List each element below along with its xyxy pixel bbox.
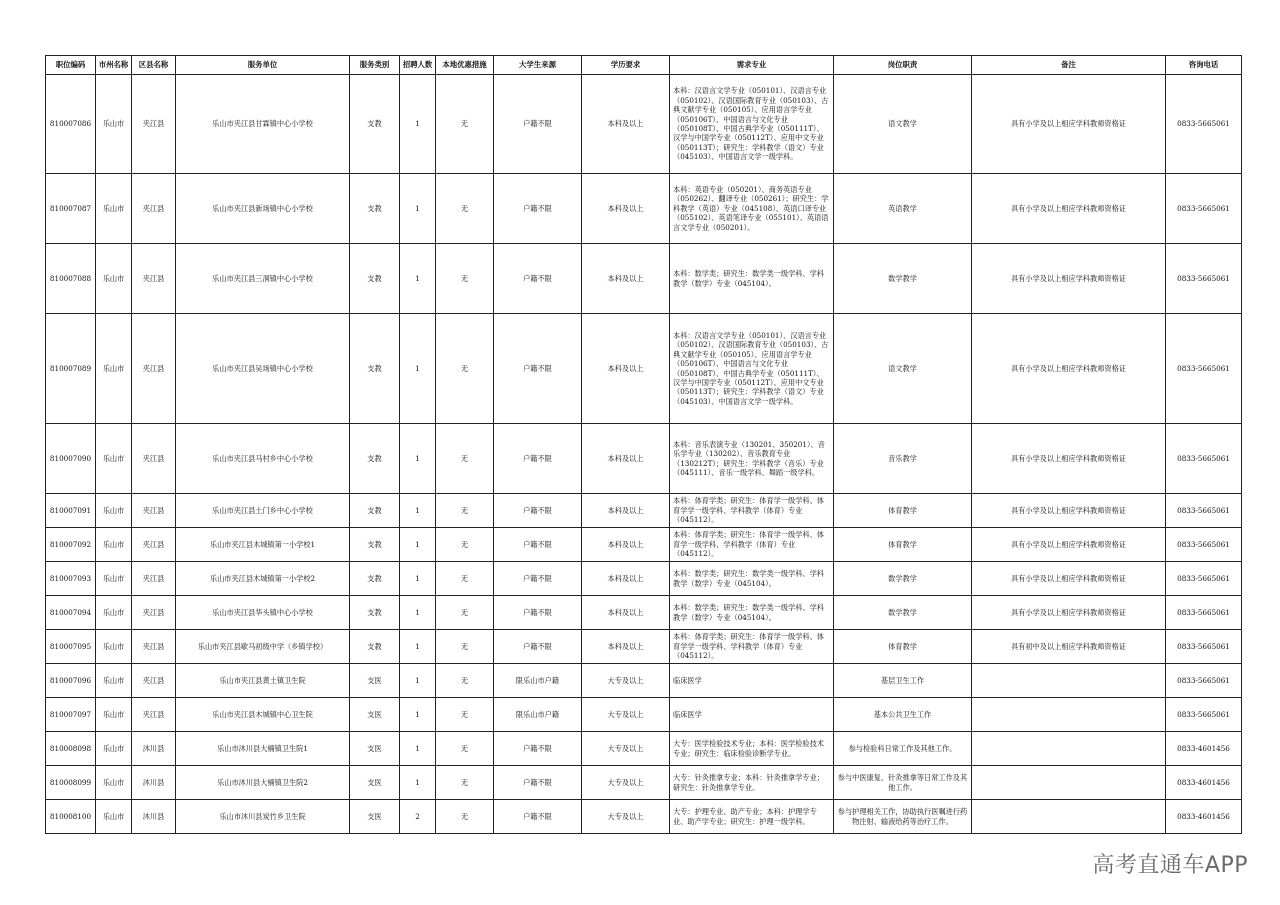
remark-cell	[972, 698, 1166, 732]
contact-phone-cell: 0833-5665061	[1166, 314, 1242, 424]
table-row	[46, 562, 1242, 596]
local-benefit-cell: 无	[436, 494, 494, 528]
required-major-cell: 本科：体育学类；研究生：体育学一级学科、体育学学一级学科、学科教学（体育）专业（045112）。	[670, 494, 834, 528]
county-name-cell: 夹江县	[132, 75, 176, 174]
table-row	[46, 630, 1242, 664]
hire-count-cell: 1	[400, 698, 436, 732]
position-code-cell: 810007095	[46, 630, 96, 664]
contact-phone-cell: 0833-5665061	[1166, 664, 1242, 698]
service-unit-cell: 乐山市夹江县歇马初级中学（乡镇学校）	[176, 630, 350, 664]
county-name-cell: 夹江县	[132, 528, 176, 562]
hire-count-cell: 1	[400, 494, 436, 528]
job-duty-cell: 参与护理相关工作，协助执行医嘱进行药物注射、输液给药等治疗工作。	[834, 800, 972, 834]
required-major-cell: 临床医学	[670, 664, 834, 698]
job-duty-cell: 数学教学	[834, 244, 972, 314]
city-name-cell: 乐山市	[96, 424, 132, 494]
remark-cell: 具有小学及以上相应学科教师资格证	[972, 75, 1166, 174]
county-name-cell: 沐川县	[132, 800, 176, 834]
contact-phone-cell: 0833-5665061	[1166, 528, 1242, 562]
hire-count-cell: 1	[400, 244, 436, 314]
county-name-cell: 夹江县	[132, 698, 176, 732]
city-name-cell: 乐山市	[96, 494, 132, 528]
remark-cell: 具有小学及以上相应学科教师资格证	[972, 494, 1166, 528]
service-type-cell: 支医	[350, 732, 400, 766]
city-name-cell: 乐山市	[96, 698, 132, 732]
remark-cell: 具有小学及以上相应学科教师资格证	[972, 424, 1166, 494]
required-major-cell: 本科：体育学类；研究生：体育学一级学科、体育学一级学科、学科教学（体育）专业（045112）。	[670, 528, 834, 562]
service-type-cell: 支教	[350, 596, 400, 630]
table-row	[46, 664, 1242, 698]
table-row	[46, 800, 1242, 834]
required-major-cell: 本科：音乐表演专业（130201、350201）、音乐学专业（130202）、音乐教育专业（130212T）；研究生：学科教学（音乐）专业（045111）、音乐一级学科、舞蹈一级学科。	[670, 424, 834, 494]
service-unit-cell: 乐山市夹江县新场镇中心小学校	[176, 174, 350, 244]
remark-cell	[972, 664, 1166, 698]
remark-cell: 具有小学及以上相应学科教师资格证	[972, 244, 1166, 314]
county-name-cell: 沐川县	[132, 766, 176, 800]
service-unit-cell: 乐山市夹江县吴场镇中心小学校	[176, 314, 350, 424]
student-source-cell: 户籍不限	[494, 75, 582, 174]
position-code-cell: 810007089	[46, 314, 96, 424]
local-benefit-cell: 无	[436, 664, 494, 698]
education-requirement-cell: 本科及以上	[582, 75, 670, 174]
service-unit-cell: 乐山市沐川县大楠镇卫生院1	[176, 732, 350, 766]
hire-count-cell: 1	[400, 596, 436, 630]
position-code-cell: 810008100	[46, 800, 96, 834]
hire-count-cell: 1	[400, 174, 436, 244]
student-source-cell: 户籍不限	[494, 528, 582, 562]
county-name-cell: 夹江县	[132, 424, 176, 494]
hire-count-cell: 1	[400, 732, 436, 766]
position-code-cell: 810007097	[46, 698, 96, 732]
city-name-cell: 乐山市	[96, 528, 132, 562]
county-name-cell: 夹江县	[132, 174, 176, 244]
local-benefit-cell: 无	[436, 174, 494, 244]
student-source-cell: 户籍不限	[494, 314, 582, 424]
column-header: 职位编码	[46, 56, 96, 75]
education-requirement-cell: 本科及以上	[582, 244, 670, 314]
column-header: 需求专业	[670, 56, 834, 75]
column-header: 备注	[972, 56, 1166, 75]
required-major-cell: 本科：汉语言文学专业（050101）、汉语言专业（050102）、汉语国际教育专业（050103）、古典文献学专业（050105）、应用语言学专业（050106T）、中国语言与文化专业（050108T）、中国古典学专业（050111T）、汉学与中国学专业（050112T）、应用中文专业（050113T）；研究生：学科教学（语文）专业（045103）、中国语言文学一级学科。	[670, 314, 834, 424]
hire-count-cell: 1	[400, 630, 436, 664]
county-name-cell: 沐川县	[132, 732, 176, 766]
city-name-cell: 乐山市	[96, 766, 132, 800]
remark-cell: 具有小学及以上相应学科教师资格证	[972, 314, 1166, 424]
service-unit-cell: 乐山市夹江县三洞镇中心小学校	[176, 244, 350, 314]
city-name-cell: 乐山市	[96, 664, 132, 698]
contact-phone-cell: 0833-5665061	[1166, 494, 1242, 528]
hire-count-cell: 1	[400, 314, 436, 424]
service-type-cell: 支教	[350, 244, 400, 314]
job-duty-cell: 参与中医康复、针灸推拿等日常工作及其他工作。	[834, 766, 972, 800]
city-name-cell: 乐山市	[96, 800, 132, 834]
service-unit-cell: 乐山市夹江县黄土镇卫生院	[176, 664, 350, 698]
county-name-cell: 夹江县	[132, 562, 176, 596]
column-header: 区县名称	[132, 56, 176, 75]
contact-phone-cell: 0833-5665061	[1166, 75, 1242, 174]
student-source-cell: 户籍不限	[494, 766, 582, 800]
student-source-cell: 户籍不限	[494, 732, 582, 766]
student-source-cell: 户籍不限	[494, 596, 582, 630]
required-major-cell: 大专：护理专业、助产专业；本科：护理学专业、助产学专业；研究生：护理一级学科。	[670, 800, 834, 834]
required-major-cell: 本科：数学类；研究生：数学类一级学科、学科教学（数学）专业（045104）。	[670, 596, 834, 630]
required-major-cell: 本科：数学类；研究生：数学类一级学科、学科教学（数学）专业（045104）。	[670, 562, 834, 596]
required-major-cell: 本科：体育学类；研究生：体育学一级学科、体育学学一级学科、学科教学（体育）专业（045112）。	[670, 630, 834, 664]
remark-cell: 具有小学及以上相应学科教师资格证	[972, 596, 1166, 630]
position-code-cell: 810008098	[46, 732, 96, 766]
education-requirement-cell: 本科及以上	[582, 424, 670, 494]
table-row	[46, 424, 1242, 494]
position-code-cell: 810007086	[46, 75, 96, 174]
service-unit-cell: 乐山市夹江县木城镇中心卫生院	[176, 698, 350, 732]
student-source-cell: 户籍不限	[494, 174, 582, 244]
remark-cell: 具有小学及以上相应学科教师资格证	[972, 562, 1166, 596]
remark-cell	[972, 732, 1166, 766]
table-row	[46, 528, 1242, 562]
position-code-cell: 810007087	[46, 174, 96, 244]
student-source-cell: 户籍不限	[494, 800, 582, 834]
city-name-cell: 乐山市	[96, 732, 132, 766]
table-row	[46, 244, 1242, 314]
required-major-cell: 本科：数学类；研究生：数学类一级学科、学科教学（数学）专业（045104）。	[670, 244, 834, 314]
service-unit-cell: 乐山市夹江县马村乡中心小学校	[176, 424, 350, 494]
service-unit-cell: 乐山市沐川县大楠镇卫生院2	[176, 766, 350, 800]
service-unit-cell: 乐山市夹江县甘霖镇中心小学校	[176, 75, 350, 174]
student-source-cell: 户籍不限	[494, 424, 582, 494]
student-source-cell: 限乐山市户籍	[494, 664, 582, 698]
contact-phone-cell: 0833-5665061	[1166, 596, 1242, 630]
position-code-cell: 810007090	[46, 424, 96, 494]
required-major-cell: 本科：英语专业（050201）、商务英语专业（050262）、翻译专业（050261）；研究生：学科教学（英语）专业（045108）、英语口译专业（055102）、英语笔译专业（055101）、英语语言文学专业（050201）。	[670, 174, 834, 244]
job-duty-cell: 参与检验科日常工作及其他工作。	[834, 732, 972, 766]
county-name-cell: 夹江县	[132, 244, 176, 314]
position-code-cell: 810007092	[46, 528, 96, 562]
required-major-cell: 本科：汉语言文学专业（050101）、汉语言专业（050102）、汉语国际教育专业（050103）、古典文献学专业（050105）、应用语言学专业（050106T）、中国语言与文化专业（050108T）、中国古典学专业（050111T）、汉学与中国学专业（050112T）、应用中文专业（050113T）；研究生：学科教学（语文）专业（045103）、中国语言文学一级学科。	[670, 75, 834, 174]
local-benefit-cell: 无	[436, 800, 494, 834]
education-requirement-cell: 大专及以上	[582, 766, 670, 800]
city-name-cell: 乐山市	[96, 596, 132, 630]
job-duty-cell: 体育教学	[834, 630, 972, 664]
position-code-cell: 810007091	[46, 494, 96, 528]
job-duty-cell: 语文教学	[834, 314, 972, 424]
education-requirement-cell: 本科及以上	[582, 562, 670, 596]
remark-cell: 具有小学及以上相应学科教师资格证	[972, 174, 1166, 244]
job-duty-cell: 体育教学	[834, 494, 972, 528]
education-requirement-cell: 本科及以上	[582, 596, 670, 630]
student-source-cell: 户籍不限	[494, 244, 582, 314]
service-unit-cell: 乐山市沐川县炭竹乡卫生院	[176, 800, 350, 834]
column-header: 学历要求	[582, 56, 670, 75]
contact-phone-cell: 0833-5665061	[1166, 630, 1242, 664]
remark-cell	[972, 766, 1166, 800]
required-major-cell: 临床医学	[670, 698, 834, 732]
position-code-cell: 810007093	[46, 562, 96, 596]
county-name-cell: 夹江县	[132, 494, 176, 528]
local-benefit-cell: 无	[436, 528, 494, 562]
table-row	[46, 766, 1242, 800]
local-benefit-cell: 无	[436, 732, 494, 766]
job-duty-cell: 基层卫生工作	[834, 664, 972, 698]
remark-cell: 具有小学及以上相应学科教师资格证	[972, 528, 1166, 562]
education-requirement-cell: 大专及以上	[582, 698, 670, 732]
city-name-cell: 乐山市	[96, 244, 132, 314]
local-benefit-cell: 无	[436, 244, 494, 314]
student-source-cell: 户籍不限	[494, 494, 582, 528]
county-name-cell: 夹江县	[132, 630, 176, 664]
student-source-cell: 户籍不限	[494, 630, 582, 664]
contact-phone-cell: 0833-4601456	[1166, 766, 1242, 800]
service-unit-cell: 乐山市夹江县华头镇中心小学校	[176, 596, 350, 630]
service-type-cell: 支医	[350, 698, 400, 732]
contact-phone-cell: 0833-5665061	[1166, 174, 1242, 244]
job-duty-cell: 体育教学	[834, 528, 972, 562]
column-header: 本地优惠措施	[436, 56, 494, 75]
column-header: 服务单位	[176, 56, 350, 75]
service-type-cell: 支医	[350, 664, 400, 698]
remark-cell: 具有初中及以上相应学科教师资格证	[972, 630, 1166, 664]
service-type-cell: 支教	[350, 424, 400, 494]
hire-count-cell: 1	[400, 562, 436, 596]
county-name-cell: 夹江县	[132, 596, 176, 630]
table-body	[46, 75, 1242, 834]
local-benefit-cell: 无	[436, 562, 494, 596]
contact-phone-cell: 0833-5665061	[1166, 698, 1242, 732]
city-name-cell: 乐山市	[96, 630, 132, 664]
contact-phone-cell: 0833-4601456	[1166, 732, 1242, 766]
table-row	[46, 698, 1242, 732]
service-type-cell: 支教	[350, 314, 400, 424]
education-requirement-cell: 本科及以上	[582, 630, 670, 664]
local-benefit-cell: 无	[436, 766, 494, 800]
education-requirement-cell: 本科及以上	[582, 174, 670, 244]
contact-phone-cell: 0833-5665061	[1166, 244, 1242, 314]
column-header: 服务类别	[350, 56, 400, 75]
service-unit-cell: 乐山市夹江县土门乡中心小学校	[176, 494, 350, 528]
column-header: 咨询电话	[1166, 56, 1242, 75]
service-unit-cell: 乐山市夹江县木城镇第一小学校1	[176, 528, 350, 562]
watermark: 高考直通车APP	[1092, 853, 1248, 878]
service-type-cell: 支教	[350, 494, 400, 528]
table-row	[46, 75, 1242, 174]
position-code-cell: 810007088	[46, 244, 96, 314]
table-row	[46, 494, 1242, 528]
hire-count-cell: 1	[400, 528, 436, 562]
job-duty-cell: 语文教学	[834, 75, 972, 174]
table-row	[46, 732, 1242, 766]
remark-cell	[972, 800, 1166, 834]
hire-count-cell: 1	[400, 766, 436, 800]
local-benefit-cell: 无	[436, 698, 494, 732]
student-source-cell: 限乐山市户籍	[494, 698, 582, 732]
service-unit-cell: 乐山市夹江县木城镇第一小学校2	[176, 562, 350, 596]
service-type-cell: 支教	[350, 630, 400, 664]
position-code-cell: 810007094	[46, 596, 96, 630]
contact-phone-cell: 0833-5665061	[1166, 424, 1242, 494]
city-name-cell: 乐山市	[96, 75, 132, 174]
city-name-cell: 乐山市	[96, 562, 132, 596]
student-source-cell: 户籍不限	[494, 562, 582, 596]
column-header: 大学生来源	[494, 56, 582, 75]
required-major-cell: 大专：医学检验技术专业；本科：医学检验技术专业；研究生：临床检验诊断学专业。	[670, 732, 834, 766]
service-type-cell: 支教	[350, 174, 400, 244]
column-header: 招聘人数	[400, 56, 436, 75]
job-duty-cell: 数学教学	[834, 596, 972, 630]
column-header: 岗位职责	[834, 56, 972, 75]
job-duty-cell: 基本公共卫生工作	[834, 698, 972, 732]
education-requirement-cell: 本科及以上	[582, 314, 670, 424]
local-benefit-cell: 无	[436, 630, 494, 664]
education-requirement-cell: 大专及以上	[582, 664, 670, 698]
job-duty-cell: 英语教学	[834, 174, 972, 244]
education-requirement-cell: 大专及以上	[582, 732, 670, 766]
city-name-cell: 乐山市	[96, 314, 132, 424]
local-benefit-cell: 无	[436, 314, 494, 424]
column-header: 市州名称	[96, 56, 132, 75]
education-requirement-cell: 大专及以上	[582, 800, 670, 834]
hire-count-cell: 1	[400, 424, 436, 494]
service-type-cell: 支教	[350, 75, 400, 174]
position-code-cell: 810007096	[46, 664, 96, 698]
local-benefit-cell: 无	[436, 75, 494, 174]
education-requirement-cell: 本科及以上	[582, 528, 670, 562]
required-major-cell: 大专：针灸推拿专业；本科：针灸推拿学专业；研究生：针灸推拿学专业。	[670, 766, 834, 800]
education-requirement-cell: 本科及以上	[582, 494, 670, 528]
hire-count-cell: 1	[400, 664, 436, 698]
hire-count-cell: 2	[400, 800, 436, 834]
recruitment-table	[45, 55, 1242, 834]
local-benefit-cell: 无	[436, 424, 494, 494]
table-row	[46, 596, 1242, 630]
table-row	[46, 314, 1242, 424]
header-row	[46, 56, 1242, 75]
city-name-cell: 乐山市	[96, 174, 132, 244]
contact-phone-cell: 0833-5665061	[1166, 562, 1242, 596]
county-name-cell: 夹江县	[132, 314, 176, 424]
job-duty-cell: 数学教学	[834, 562, 972, 596]
local-benefit-cell: 无	[436, 596, 494, 630]
service-type-cell: 支教	[350, 528, 400, 562]
table-row	[46, 174, 1242, 244]
service-type-cell: 支医	[350, 800, 400, 834]
contact-phone-cell: 0833-4601456	[1166, 800, 1242, 834]
hire-count-cell: 1	[400, 75, 436, 174]
job-duty-cell: 音乐教学	[834, 424, 972, 494]
service-type-cell: 支医	[350, 766, 400, 800]
county-name-cell: 夹江县	[132, 664, 176, 698]
service-type-cell: 支教	[350, 562, 400, 596]
position-code-cell: 810008099	[46, 766, 96, 800]
